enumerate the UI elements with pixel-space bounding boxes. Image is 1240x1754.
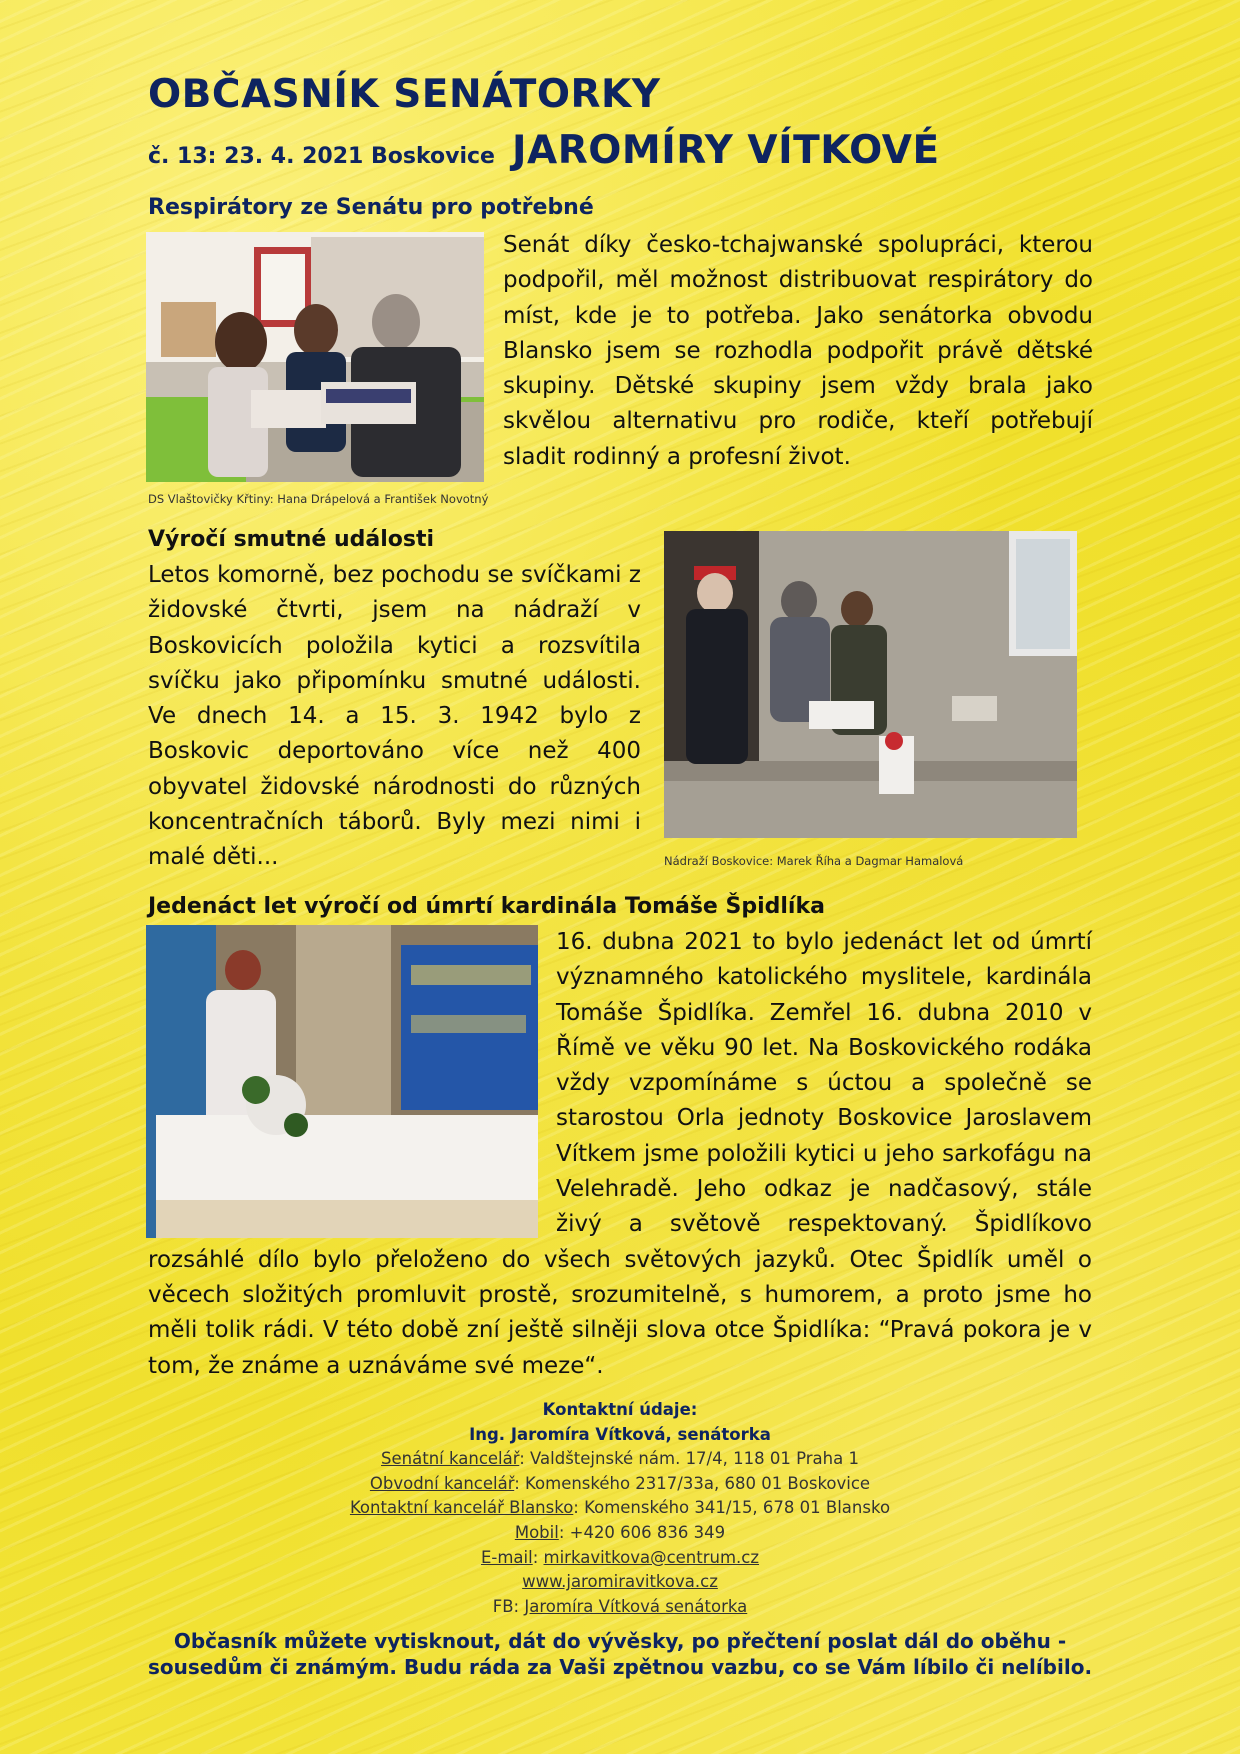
photo-respirators-handover	[146, 232, 484, 482]
contact-line-senate-office: Senátní kancelář: Valdštejnské nám. 17/4, 118 01 Praha 1	[381, 1449, 859, 1469]
footer-line-1: Občasník můžete vytisknout, dát do vývěsky, po přečtení poslat dál do oběhu -	[173, 1629, 1067, 1653]
contact-line-web	[150, 1570, 1090, 1595]
email-link[interactable]: mirkavitkova@centrum.cz	[543, 1547, 760, 1567]
senator-name-title: JAROMÍRY VÍTKOVÉ	[512, 128, 940, 173]
footer-note	[140, 1628, 1100, 1680]
contact-line-district-office: Obvodní kancelář: Komenského 2317/33a, 680 01 Boskovice	[369, 1473, 871, 1493]
web-link[interactable]: www.jaromiravitkova.cz	[522, 1572, 718, 1592]
article-3-heading: Jedenáct let výročí od úmrtí kardinála Tomáše Špidlíka	[148, 894, 825, 919]
article-2-photo	[664, 531, 1077, 838]
contact-line-mobile: Mobil: +420 606 836 349	[514, 1522, 726, 1542]
article-2-heading: Výročí smutné události	[148, 527, 435, 552]
article-3-text: 16. dubna 2021 to bylo jedenáct let od úmrtí významného katolického myslitele, kardinála Tomáše Špidlíka. Zemřel 16. dubna 2010 v Římě ve věku 90 let. Na Boskovického rodáka vždy vzpomínáme s úctou a společně se starostou Orla jednoty Boskovice Jaroslavem Vítkem jsme položili kytici u jeho sarkofágu na Velehradě. Jeho odkaz je nadčasový, stále živý a světově respektovaný. Špidlíkovo rozsáhlé dílo bylo přeloženo do všech světových jazyků. Otec Špidlík uměl o věcech složitých promluvit prostě, srozumitelně, s humorem, a proto jsme ho měli tolik rádi. V této době zní ještě silněji slova otce Špidlíka: “Pravá pokora je v tom, že známe a uznáváme své meze“.	[148, 929, 1092, 1379]
article-1-caption: DS Vlaštovičky Křtiny: Hana Drápelová a František Novotný	[148, 492, 489, 506]
article-3-photo-spacer	[148, 925, 556, 1237]
contact-line-email: E-mail: mirkavitkova@centrum.cz	[480, 1547, 760, 1567]
article-1-photo	[146, 232, 484, 482]
footer-line-2: sousedům či známým. Budu ráda za Vaši zpětnou vazbu, co se Vám líbilo či nelíbilo.	[147, 1655, 1093, 1679]
article-2-caption: Nádraží Boskovice: Marek Říha a Dagmar Hamalová	[664, 854, 964, 868]
issue-number-date: č. 13: 23. 4. 2021 Boskovice	[148, 144, 495, 169]
contact-heading: Kontaktní údaje:	[542, 1400, 698, 1419]
article-1-heading: Respirátory ze Senátu pro potřebné	[148, 195, 594, 220]
contact-line-fb: FB: Jaromíra Vítková senátorka	[492, 1596, 748, 1616]
facebook-link[interactable]: Jaromíra Vítková senátorka	[524, 1596, 748, 1616]
article-1-body: Senát díky česko-tchajwanské spolupráci, kterou podpořil, měl možnost distribuovat respirátory do míst, kde je to potřeba. Jako senátorka obvodu Blansko jsem se rozhodla podpořit právě dětské skupiny. Dětské skupiny jsem vždy brala jako skvělou alternativu pro rodiče, kteří potřebují sladit rodinný a profesní život.	[503, 232, 1093, 470]
article-3-body	[148, 925, 1092, 1384]
contact-name: Ing. Jaromíra Vítková, senátorka	[469, 1424, 771, 1444]
newsletter-title: OBČASNÍK SENÁTORKY	[148, 72, 661, 117]
photo-station-memorial	[664, 531, 1077, 838]
contact-line-blansko-office: Kontaktní kancelář Blansko: Komenského 341/15, 678 01 Blansko	[349, 1498, 891, 1518]
contact-block	[150, 1398, 1090, 1619]
article-2-body: Letos komorně, bez pochodu se svíčkami z židovské čtvrti, jsem na nádraží v Boskovicích položila kytici a rozsvítila svíčku jako připomínku smutné události. Ve dnech 14. a 15. 3. 1942 bylo z Boskovic deportováno více než 400 obyvatel židovské národnosti do různých koncentračních táborů. Byly mezi nimi i malé děti...	[148, 562, 641, 871]
